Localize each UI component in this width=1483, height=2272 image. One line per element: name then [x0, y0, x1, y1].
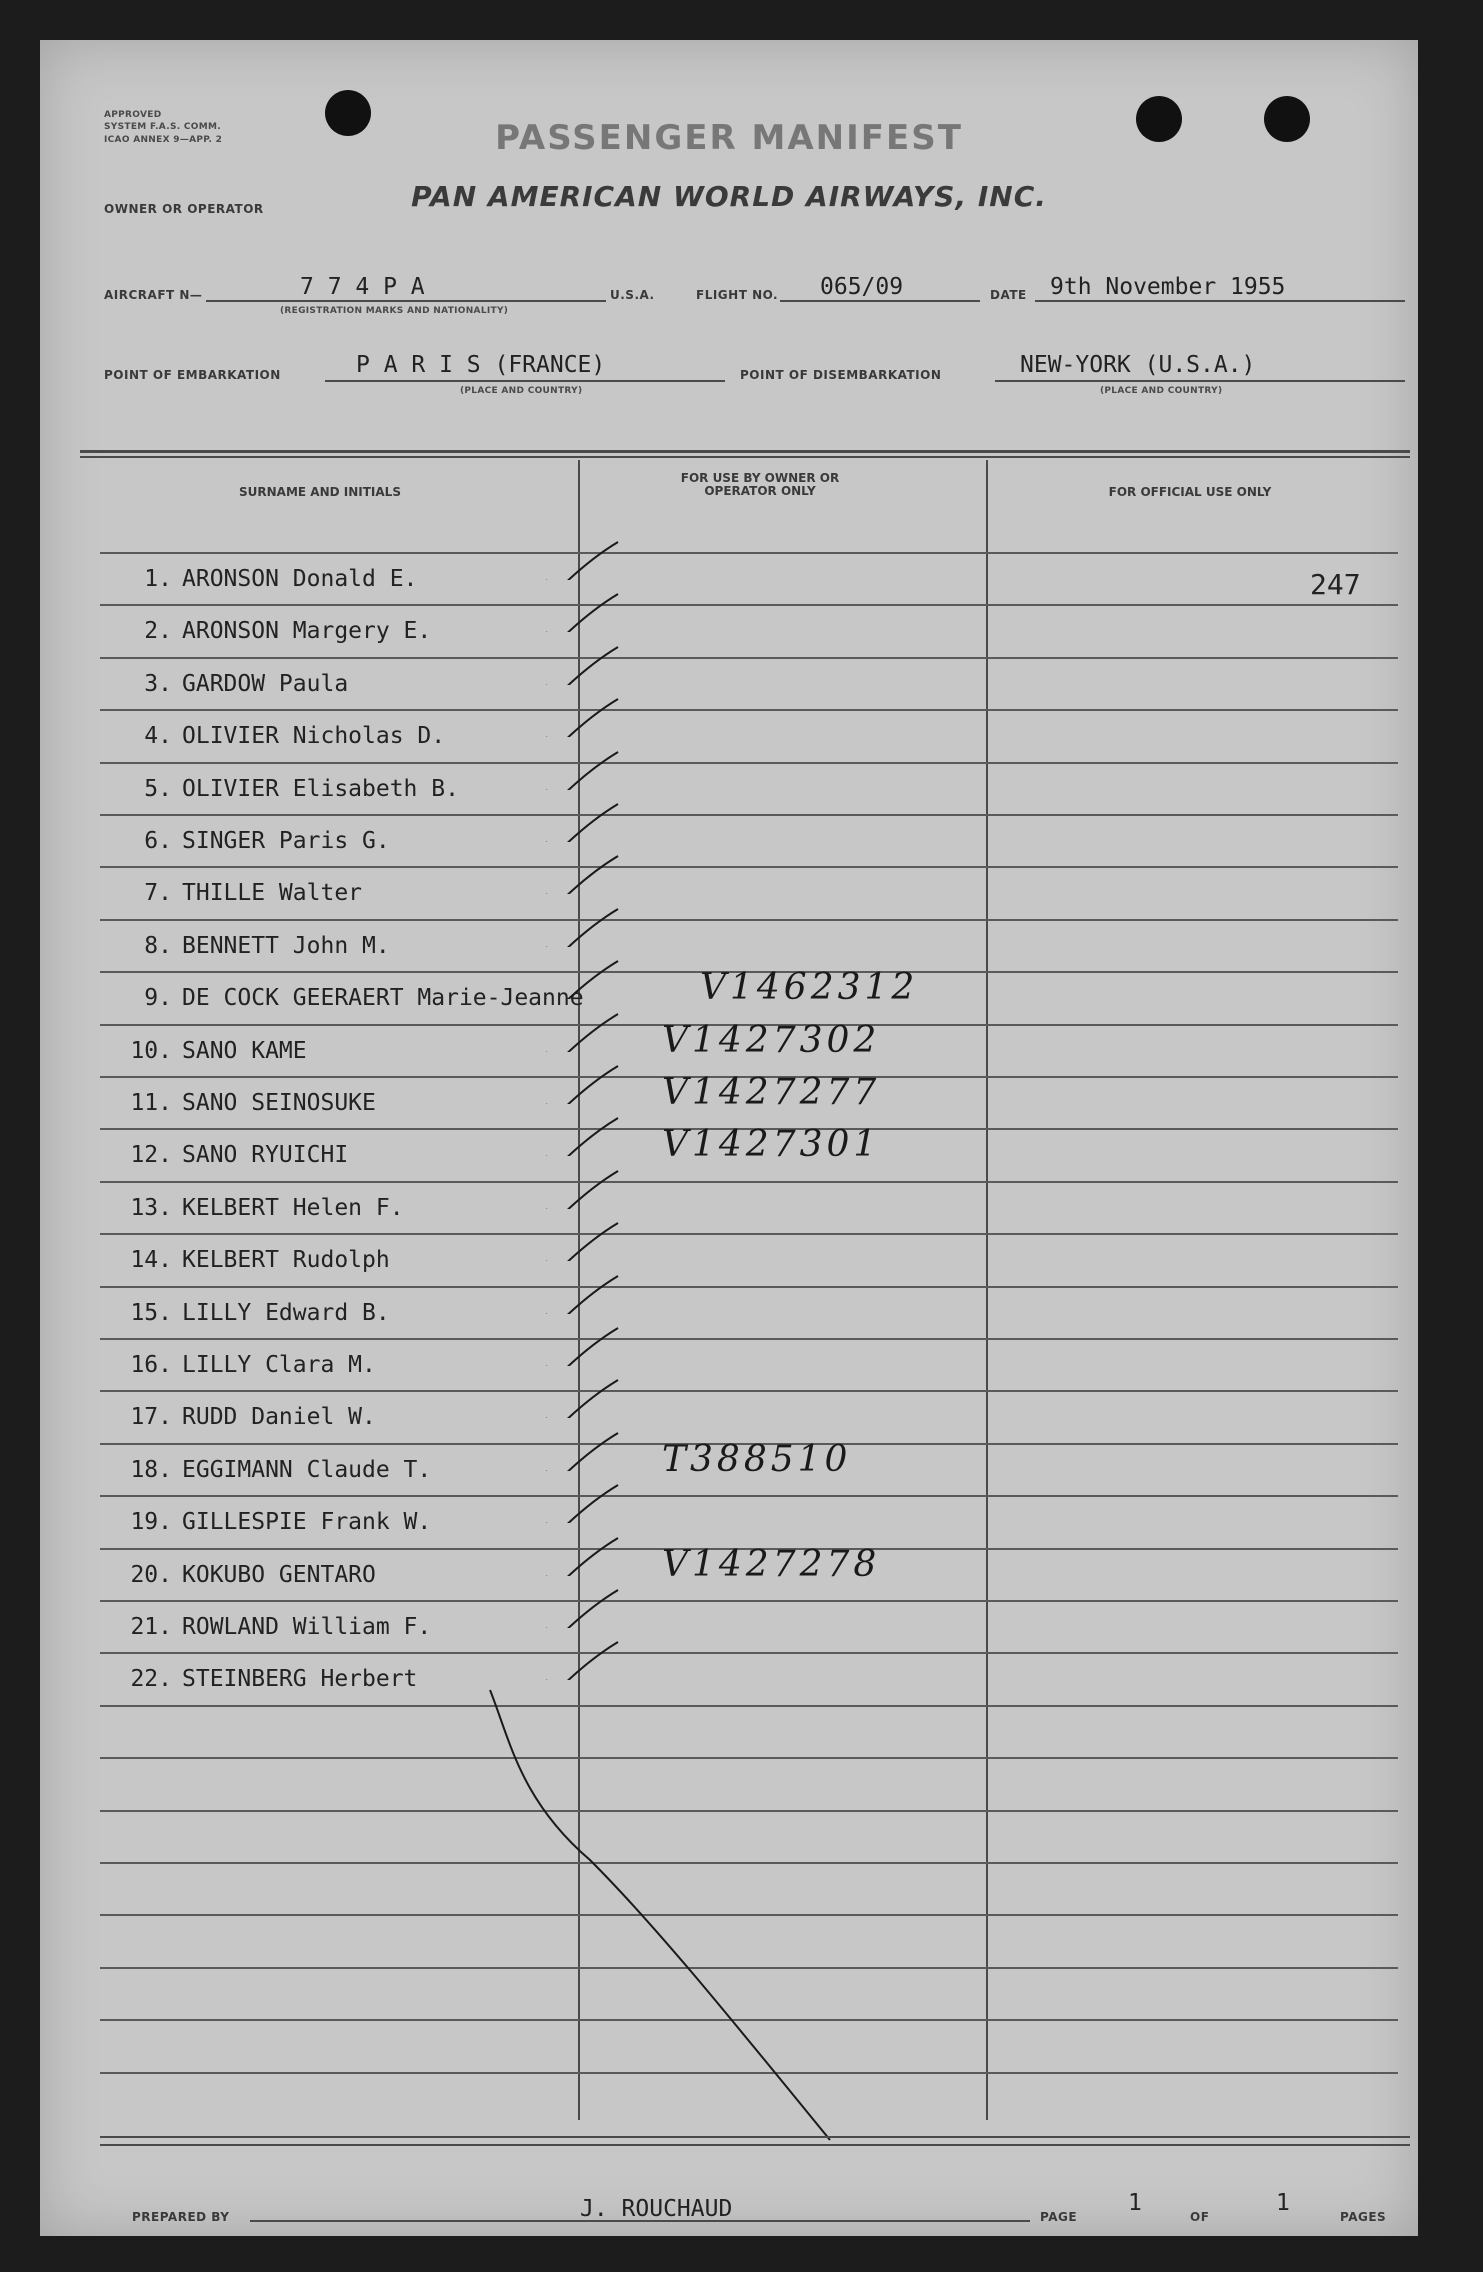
passenger-number: 5. — [144, 775, 172, 802]
check-mark-icon — [538, 592, 628, 632]
passenger-number: 18. — [130, 1456, 172, 1483]
table-row-line — [100, 814, 1398, 816]
passenger-name: BENNETT John M. — [182, 932, 390, 959]
check-mark-icon — [538, 750, 628, 790]
passenger-row — [110, 1300, 390, 1326]
approval-line-1: APPROVED — [104, 110, 162, 120]
passenger-name: STEINBERG Herbert — [182, 1666, 418, 1693]
surname-column-header: SURNAME AND INITIALS — [239, 485, 401, 499]
passenger-number: 8. — [144, 932, 172, 959]
passenger-row — [110, 1038, 307, 1064]
company-name: PAN AMERICAN WORLD AIRWAYS, INC. — [411, 180, 1047, 213]
check-mark-icon — [538, 1274, 628, 1314]
passenger-row — [110, 1562, 376, 1588]
usa-label: U.S.A. — [610, 288, 655, 302]
prepared-value: J. ROUCHAUD — [580, 2196, 733, 2222]
passenger-row — [110, 566, 417, 592]
table-row-line — [100, 1233, 1398, 1235]
table-row-line — [100, 919, 1398, 921]
passenger-number: 15. — [130, 1299, 172, 1326]
passenger-row — [110, 1352, 376, 1378]
table-row-line — [100, 866, 1398, 868]
check-mark-icon — [538, 645, 628, 685]
disembarkation-label: POINT OF DISEMBARKATION — [740, 368, 942, 382]
passport-number: V1427302 — [662, 1019, 881, 1061]
passenger-number: 4. — [144, 723, 172, 750]
table-row-line — [100, 1652, 1398, 1654]
check-mark-icon — [538, 540, 628, 580]
passenger-name: THILLE Walter — [182, 880, 363, 907]
passenger-number: 19. — [130, 1509, 172, 1536]
passenger-number: 12. — [130, 1142, 172, 1169]
pages-value: 1 — [1276, 2190, 1290, 2216]
passenger-number: 1. — [144, 566, 172, 592]
passenger-number: 13. — [130, 1194, 172, 1221]
passenger-name: OLIVIER Elisabeth B. — [182, 775, 459, 802]
passenger-row — [110, 1195, 404, 1221]
date-value: 9th November 1955 — [1050, 274, 1286, 300]
passenger-name: OLIVIER Nicholas D. — [182, 723, 446, 750]
passport-number: T388510 — [662, 1438, 852, 1480]
table-row-line — [100, 1495, 1398, 1497]
official-note: 247 — [1310, 568, 1361, 601]
passenger-name: SANO SEINOSUKE — [182, 1090, 376, 1116]
passenger-row — [110, 933, 390, 959]
page-value: 1 — [1128, 2190, 1142, 2216]
date-label: DATE — [990, 288, 1027, 302]
cancellation-stroke — [480, 1680, 860, 2160]
registration-caption: (REGISTRATION MARKS AND NATIONALITY) — [280, 306, 509, 316]
check-mark-icon — [538, 1640, 628, 1680]
passenger-row — [110, 1090, 376, 1116]
approval-line-3: ICAO ANNEX 9—APP. 2 — [104, 135, 223, 145]
passenger-name: KELBERT Helen F. — [182, 1194, 404, 1221]
passenger-number: 17. — [130, 1404, 172, 1431]
flight-value: 065/09 — [820, 274, 904, 300]
official-column-header: FOR OFFICIAL USE ONLY — [1108, 485, 1272, 499]
pages-label: PAGES — [1340, 2210, 1387, 2224]
passport-number: V1462312 — [700, 967, 919, 1009]
passenger-name: SINGER Paris G. — [182, 828, 390, 854]
manifest-sheet — [40, 40, 1418, 2236]
passenger-number: 2. — [144, 618, 172, 645]
passenger-number: 14. — [130, 1247, 172, 1274]
check-mark-icon — [538, 959, 628, 999]
table-row-line — [100, 657, 1398, 659]
check-mark-icon — [538, 1536, 628, 1576]
passenger-row — [110, 1614, 431, 1640]
table-row-line — [100, 552, 1398, 554]
passenger-row — [110, 618, 431, 644]
passenger-row — [110, 1509, 431, 1535]
passenger-number: 10. — [130, 1037, 172, 1064]
check-mark-icon — [538, 1221, 628, 1261]
page-title: PASSENGER MANIFEST — [495, 118, 963, 158]
check-mark-icon — [538, 1431, 628, 1471]
passenger-name: LILLY Clara M. — [182, 1352, 376, 1378]
table-row-line — [100, 762, 1398, 764]
passenger-row — [110, 776, 459, 802]
check-mark-icon — [538, 1588, 628, 1628]
passenger-name: RUDD Daniel W. — [182, 1404, 376, 1431]
passenger-row — [110, 1404, 376, 1430]
passenger-number: 3. — [144, 670, 172, 697]
passenger-name: EGGIMANN Claude T. — [182, 1456, 432, 1483]
passenger-number: 16. — [130, 1352, 172, 1378]
passenger-name: ARONSON Margery E. — [182, 618, 432, 645]
table-row-line — [100, 1181, 1398, 1183]
flight-label: FLIGHT NO. — [696, 288, 779, 302]
passenger-row — [110, 828, 390, 854]
table-row-line — [100, 1338, 1398, 1340]
passenger-name: ARONSON Donald E. — [182, 566, 418, 592]
passenger-number: 11. — [130, 1090, 172, 1116]
owner-column-header: FOR USE BY OWNER OR OPERATOR ONLY — [680, 471, 840, 498]
owner-label: OWNER OR OPERATOR — [104, 202, 264, 216]
approval-line-2: SYSTEM F.A.S. COMM. — [104, 122, 221, 132]
check-mark-icon — [538, 1116, 628, 1156]
passenger-row — [110, 1457, 431, 1483]
check-mark-icon — [538, 907, 628, 947]
passport-number: V1427301 — [662, 1124, 881, 1166]
passenger-name: SANO RYUICHI — [182, 1142, 349, 1169]
check-mark-icon — [538, 1169, 628, 1209]
aircraft-label: AIRCRAFT N— — [104, 288, 203, 302]
embarkation-value: P A R I S (FRANCE) — [356, 352, 606, 378]
passenger-row — [110, 880, 362, 906]
passenger-name: DE COCK GEERAERT Marie-Jeanne — [182, 985, 584, 1012]
aircraft-value: 7 7 4 P A — [300, 274, 425, 300]
passenger-row — [110, 1666, 417, 1692]
check-mark-icon — [538, 854, 628, 894]
check-mark-icon — [538, 1483, 628, 1523]
check-mark-icon — [538, 802, 628, 842]
disembarkation-caption: (PLACE AND COUNTRY) — [1100, 386, 1223, 396]
passenger-name: LILLY Edward B. — [182, 1299, 390, 1326]
passenger-row — [110, 985, 584, 1011]
table-row-line — [100, 1286, 1398, 1288]
embarkation-caption: (PLACE AND COUNTRY) — [460, 386, 583, 396]
passenger-row — [110, 723, 445, 749]
passport-number: V1427277 — [662, 1072, 881, 1113]
table-row-line — [100, 709, 1398, 711]
of-label: OF — [1190, 2210, 1210, 2224]
passenger-name: KOKUBO GENTARO — [182, 1561, 376, 1588]
passenger-name: ROWLAND William F. — [182, 1614, 432, 1640]
passenger-name: GILLESPIE Frank W. — [182, 1509, 432, 1536]
table-row-line — [100, 1600, 1398, 1602]
check-mark-icon — [538, 697, 628, 737]
check-mark-icon — [538, 1378, 628, 1418]
table-row-line — [100, 1390, 1398, 1392]
embarkation-label: POINT OF EMBARKATION — [104, 368, 281, 382]
table-row-line — [100, 604, 1398, 606]
check-mark-icon — [538, 1064, 628, 1104]
check-mark-icon — [538, 1012, 628, 1052]
passenger-row — [110, 1142, 348, 1168]
passenger-row — [110, 1247, 390, 1273]
passenger-row — [110, 671, 348, 697]
passenger-number: 22. — [130, 1666, 172, 1693]
prepared-label: PREPARED BY — [132, 2210, 230, 2224]
passenger-number: 21. — [130, 1614, 172, 1640]
passenger-name: KELBERT Rudolph — [182, 1247, 390, 1274]
passport-number: V1427278 — [662, 1543, 881, 1585]
disembarkation-value: NEW-YORK (U.S.A.) — [1020, 352, 1256, 378]
passenger-number: 7. — [144, 880, 172, 907]
passenger-name: SANO KAME — [182, 1037, 307, 1064]
check-mark-icon — [538, 1326, 628, 1366]
passenger-number: 6. — [144, 828, 172, 854]
passenger-number: 9. — [144, 985, 172, 1012]
page-label: PAGE — [1040, 2210, 1078, 2224]
passenger-name: GARDOW Paula — [182, 670, 349, 697]
passenger-number: 20. — [130, 1561, 172, 1588]
